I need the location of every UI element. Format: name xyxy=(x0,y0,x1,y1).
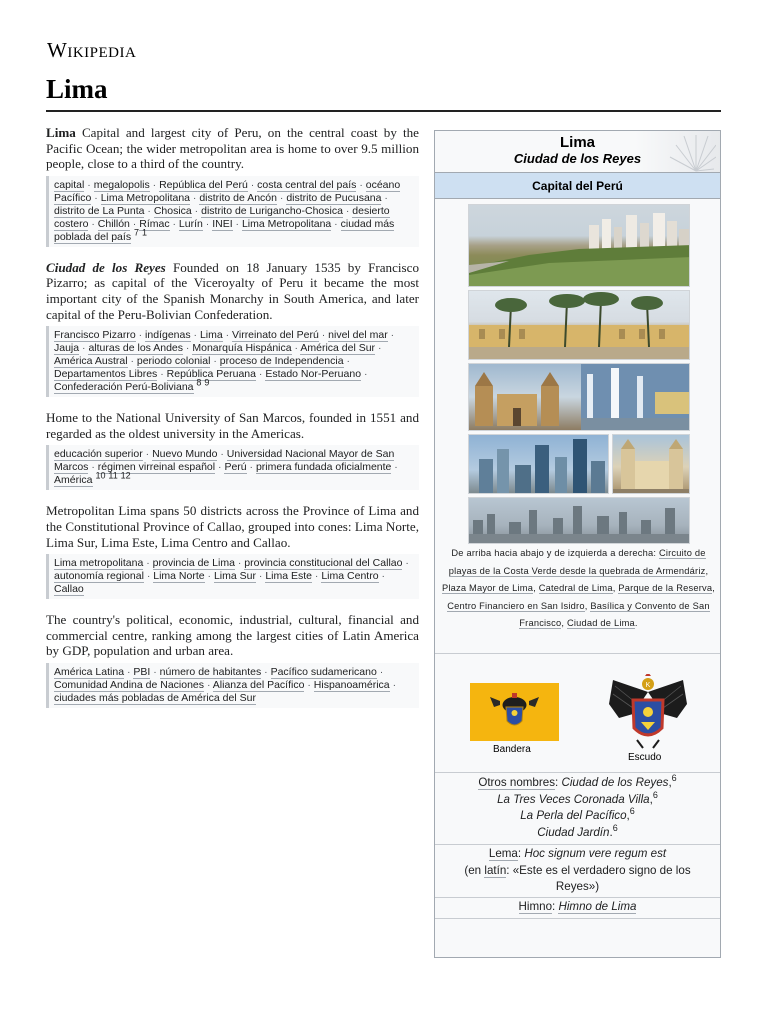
photo-costa-verde-art xyxy=(469,205,690,287)
citation-8[interactable]: 8 xyxy=(196,377,202,388)
wiki-link[interactable]: Hispanoamérica xyxy=(313,678,390,691)
photo-san-francisco-art xyxy=(613,435,690,494)
wiki-link[interactable]: educación superior xyxy=(54,448,143,461)
citation-9[interactable]: 9 xyxy=(204,377,210,388)
other-name-4: Ciudad Jardín xyxy=(537,825,610,839)
photo-plaza-mayor-art xyxy=(469,291,690,360)
photo-plaza-mayor[interactable] xyxy=(468,290,690,360)
paragraph-intro xyxy=(46,125,419,247)
wiki-link[interactable]: Chillón xyxy=(97,217,130,230)
wiki-link[interactable]: provincia de Lima xyxy=(152,557,235,570)
anthem-name-link[interactable]: Himno de Lima xyxy=(558,900,637,913)
photo-costa-verde[interactable] xyxy=(468,204,690,287)
wiki-link[interactable]: Lima Norte xyxy=(153,570,205,583)
anthem-row: Himno: Himno de Lima xyxy=(518,900,637,913)
wiki-link[interactable]: capital xyxy=(54,178,85,191)
article-body xyxy=(46,125,419,955)
paragraph-summary: Home to the National University of San Marcos, founded in 1551 and regarded as the oldest university in the Americas. xyxy=(46,410,419,441)
wiki-link[interactable]: América xyxy=(54,474,93,487)
page-title: Lima xyxy=(46,74,108,104)
coat-of-arms-label: Escudo xyxy=(628,752,662,763)
wiki-link[interactable]: República del Perú xyxy=(159,178,248,191)
wiki-link[interactable]: Perú xyxy=(224,461,247,474)
infobox-name: Lima xyxy=(559,134,595,151)
wiki-link[interactable]: Rímac xyxy=(139,217,170,230)
citation-6[interactable]: 6 xyxy=(671,773,677,784)
wiki-link[interactable]: periodo colonial xyxy=(136,355,211,368)
wiki-link[interactable]: Alianza del Pacífico xyxy=(212,678,305,691)
motto-row: Lema: Hoc signum vere regum est (en latín: «Este es el verdadero signo de los Reyes») xyxy=(464,847,691,893)
caption-link[interactable]: Plaza Mayor de Lima xyxy=(441,583,534,594)
wiki-link[interactable]: distrito de La Punta xyxy=(54,204,145,217)
caption-intro: De arriba hacia abajo y de izquierda a derecha: xyxy=(451,548,657,558)
paragraph-links: capital · megalopolis · República del Perú · costa central del país · océano Pacífico · Lima Metropolitana · distrito de Ancón · distrito de Pucusana · distrito de La Punta · Chosica · distrito de Lurigancho-Chosica · desierto costero · Chillón · Rímac · Lurín · INEI · Lima Metropolitana · ciudad más poblada del país 7 1 xyxy=(46,176,419,247)
infobox-header xyxy=(435,131,720,173)
flag-image[interactable] xyxy=(470,683,559,741)
wiki-link[interactable]: Lima Metropolitana xyxy=(100,191,190,204)
photo-catedral-parque-art xyxy=(469,364,690,431)
lead-term: Ciudad de los Reyes xyxy=(46,259,166,275)
photo-ciudad-de-lima-art xyxy=(469,498,690,544)
wiki-link[interactable]: América Austral xyxy=(54,355,128,368)
wiki-link[interactable]: ciudades más pobladas de América del Sur xyxy=(54,691,256,704)
wiki-link[interactable]: INEI xyxy=(212,217,233,230)
wiki-link[interactable]: Callao xyxy=(54,583,84,596)
wiki-link[interactable]: proceso de Independencia xyxy=(219,355,344,368)
wiki-link[interactable]: primera fundada oficialmente xyxy=(255,461,392,474)
caption-link[interactable]: Parque de la Reserva xyxy=(618,583,713,594)
wiki-link[interactable]: costa central del país xyxy=(257,178,357,191)
wiki-link[interactable]: Universidad Nacional Mayor de San Marcos xyxy=(54,448,395,474)
paragraph-links: Lima metropolitana · provincia de Lima · provincia constitucional del Callao · autonomía regional · Lima Norte · Lima Sur · Lima Este · Lima Centro · Callao xyxy=(46,554,419,599)
motto-translation-lead: (en xyxy=(464,863,482,877)
paragraph-summary: Metropolitan Lima spans 50 districts across the Province of Lima and the Constitutional Province of Callao, grouped into cones: Lima Norte, Lima Sur, Lima Este, Lima Centro and Callao. xyxy=(46,503,419,550)
collage-caption: De arriba hacia abajo y de izquierda a derecha: Circuito de playas de la Costa Verde desde la quebrada de Armendáriz, Plaza Mayor de Lima, Catedral de Lima, Parque de la Reserva, Centro Financiero en San Isidro, Basílica y Convento de San Francisco, Ciudad de Lima. xyxy=(441,548,716,629)
wikipedia-logo[interactable]: Wikipedia xyxy=(47,38,137,62)
wiki-link[interactable]: Lima xyxy=(199,329,223,342)
citation-6[interactable]: 6 xyxy=(652,789,658,800)
motto-latin: Hoc signum vere regum est xyxy=(524,847,667,860)
wiki-link[interactable]: Lima Centro xyxy=(321,570,379,583)
wiki-link[interactable]: Lurín xyxy=(178,217,203,230)
citation-12[interactable]: 12 xyxy=(120,470,131,481)
photo-ciudad-de-lima[interactable] xyxy=(468,497,690,544)
other-name-2: La Tres Veces Coronada Villa xyxy=(497,792,650,806)
citation-6[interactable]: 6 xyxy=(629,806,635,817)
wiki-link[interactable]: número de habitantes xyxy=(159,665,262,678)
paragraph-summary: Capital and largest city of Peru, on the central coast by the Pacific Ocean; the wider metropolitan area is home to over 9.5 million people, close to a third of the country. xyxy=(46,125,419,172)
wiki-link[interactable]: Confederación Perú-Boliviana xyxy=(54,381,194,394)
citation-1[interactable]: 1 xyxy=(141,227,147,238)
wiki-link[interactable]: nivel del mar xyxy=(328,329,388,342)
photo-san-francisco[interactable] xyxy=(612,434,690,494)
caption-link[interactable]: Centro Financiero en San Isidro xyxy=(447,600,585,611)
paragraph-links: América Latina · PBI · número de habitantes · Pacífico sudamericano · Comunidad Andina de Naciones · Alianza del Pacífico · Hispanoamérica · ciudades más pobladas de América del Sur xyxy=(46,663,419,708)
wiki-link[interactable]: autonomía regional xyxy=(54,570,144,583)
wiki-link[interactable]: desierto costero xyxy=(54,204,390,230)
other-name-1: Ciudad de los Reyes xyxy=(561,776,669,789)
wiki-link[interactable]: Chosica xyxy=(153,204,192,217)
paragraph-summary: Founded on 18 January 1535 by Francisco Pizarro; as capital of the Viceroyalty of Peru it became the most important city of the Spanish Monarchy in South America, and later capital of the Peru-Bolivian Confederation. xyxy=(46,259,419,322)
wiki-link[interactable]: Monarquía Hispánica xyxy=(192,342,292,355)
caption-link[interactable]: Ciudad de Lima xyxy=(566,618,635,629)
wiki-link[interactable]: ciudad más poblada del país xyxy=(54,217,395,243)
coat-of-arms-image[interactable] xyxy=(607,674,689,750)
caption-link[interactable]: Catedral de Lima xyxy=(538,583,613,594)
caption-link[interactable]: Circuito de playas de la Costa Verde desde la quebrada de Armendáriz xyxy=(448,548,706,576)
infobox-capital-band: Capital del Perú xyxy=(435,173,720,199)
other-names-row: Otros nombres: Ciudad de los Reyes,$^6$ La Tres Veces Coronada Villa,$^6$ La Perla del Pacífico,$^6$ Ciudad Jardín.$^6$ xyxy=(478,773,677,839)
wiki-link[interactable]: régimen virreinal español xyxy=(97,461,216,474)
motto-link[interactable]: Lema xyxy=(488,847,518,860)
other-name-3: La Perla del Pacífico xyxy=(520,809,627,822)
wiki-link[interactable]: República Peruana xyxy=(166,368,256,381)
symbols-row xyxy=(435,653,720,773)
wiki-link[interactable]: Lima Sur xyxy=(213,570,256,583)
infobox-divider xyxy=(435,918,720,919)
wiki-link[interactable]: provincia constitucional del Callao xyxy=(244,557,403,570)
paragraph-history xyxy=(46,260,419,397)
flag-coat-icon xyxy=(470,683,559,741)
infobox-divider xyxy=(435,844,720,845)
wiki-link[interactable]: megalopolis xyxy=(93,178,150,191)
paragraph-university xyxy=(46,410,419,490)
wiki-link[interactable]: América Latina xyxy=(54,665,125,678)
photo-centro-financiero-art xyxy=(469,435,609,494)
paragraph-links: Francisco Pizarro · indígenas · Lima · Virreinato del Perú · nivel del mar · Jauja · alturas de los Andes · Monarquía Hispánica · América del Sur · América Austral · periodo colonial · proceso de Independencia · Departamentos Libres · República Peruana · Estado Nor-Peruano · Confederación Perú-Boliviana 8 9 xyxy=(46,326,419,397)
wiki-link[interactable]: Lima metropolitana xyxy=(54,557,144,570)
flag-label: Bandera xyxy=(493,744,531,755)
paragraph-links: educación superior · Nuevo Mundo · Universidad Nacional Mayor de San Marcos · régimen virreinal español · Perú · primera fundada oficialmente · América 10 11 12 xyxy=(46,445,419,490)
wiki-link[interactable]: Pacífico sudamericano xyxy=(270,665,377,678)
wiki-link[interactable]: distrito de Lurigancho-Chosica xyxy=(201,204,343,217)
city-photo-collage[interactable] xyxy=(468,204,690,544)
wiki-link[interactable]: Virreinato del Perú xyxy=(232,329,319,342)
wiki-link[interactable]: indígenas xyxy=(145,329,191,342)
paragraph-summary: The country's political, economic, industrial, cultural, financial and commercial centre, ranking among the largest cities of Latin America by GDP, population and urban area. xyxy=(46,612,419,659)
wiki-link[interactable]: Lima Metropolitana xyxy=(241,217,332,230)
wiki-link[interactable]: Lima Este xyxy=(265,570,312,583)
wiki-link[interactable]: Estado Nor-Peruano xyxy=(265,368,362,381)
infobox-alt-name: Ciudad de los Reyes xyxy=(513,151,642,166)
photo-centro-financiero[interactable] xyxy=(468,434,609,494)
latin-link[interactable]: latín xyxy=(484,863,507,877)
anthem-link[interactable]: Himno xyxy=(518,900,553,913)
wiki-link[interactable]: América del Sur xyxy=(300,342,376,355)
wiki-link[interactable]: océano Pacífico xyxy=(54,178,401,204)
infobox xyxy=(434,130,721,958)
paragraph-districts xyxy=(46,503,419,599)
coat-of-arms-icon xyxy=(607,674,689,750)
wiki-link[interactable]: alturas de los Andes xyxy=(88,342,184,355)
wiki-link[interactable]: Francisco Pizarro xyxy=(54,329,136,342)
other-names-link[interactable]: Otros nombres xyxy=(478,776,555,789)
wiki-link[interactable]: Departamentos Libres xyxy=(54,368,158,381)
paragraph-economy xyxy=(46,612,419,708)
citation-7[interactable]: 7 xyxy=(134,227,140,238)
svg-text:K: K xyxy=(645,682,651,689)
caption-link[interactable]: Basílica y Convento de San Francisco xyxy=(519,600,710,629)
photo-catedral-parque[interactable] xyxy=(468,363,690,431)
citation-6[interactable]: 6 xyxy=(612,822,618,833)
title-rule xyxy=(46,110,721,112)
citation-11[interactable]: 11 xyxy=(108,470,118,481)
wiki-link[interactable]: Nuevo Mundo xyxy=(152,448,218,461)
wiki-link[interactable]: PBI xyxy=(133,665,151,678)
wiki-link[interactable]: distrito de Pucusana xyxy=(286,191,382,204)
wiki-link[interactable]: Comunidad Andina de Naciones xyxy=(54,678,205,691)
lead-term: Lima xyxy=(46,125,76,140)
wiki-link[interactable]: Jauja xyxy=(54,342,80,355)
infobox-divider xyxy=(435,897,720,898)
wiki-link[interactable]: distrito de Ancón xyxy=(199,191,277,204)
sunburst-icon xyxy=(646,133,716,173)
motto-translation: : «Este es el verdadero signo de los Reyes») xyxy=(506,863,691,893)
citation-10[interactable]: 10 xyxy=(95,470,106,481)
